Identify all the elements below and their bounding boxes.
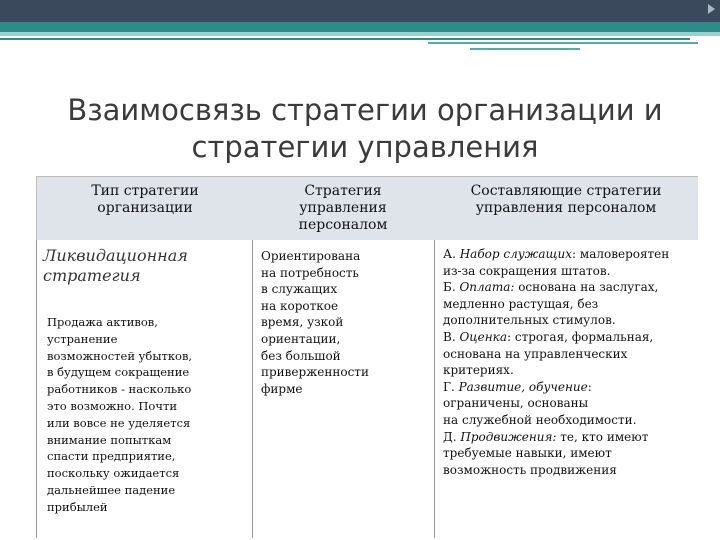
component-term: Продвижения: xyxy=(460,429,557,444)
component-text: дополнительных стимулов. xyxy=(443,313,616,328)
component-text: возможность продвижения xyxy=(443,462,617,477)
hr-strategy-line: время, узкой xyxy=(261,315,344,330)
component-text: те, кто имеют xyxy=(556,429,649,444)
strategy-table xyxy=(36,176,698,538)
description-line: или вовсе не уделяется xyxy=(47,415,191,430)
hr-strategy-line: Ориентирована xyxy=(261,249,361,263)
slide-title xyxy=(40,92,690,166)
component-term: Набор служащих xyxy=(459,247,573,261)
component-text: критериях. xyxy=(443,363,514,378)
hr-strategy-line: на потребность xyxy=(261,265,359,280)
component-d xyxy=(443,379,699,396)
header-bar xyxy=(0,0,720,22)
description-line: устранение xyxy=(47,331,118,346)
description-line: дальнейшее падение xyxy=(47,482,176,497)
component-label: В. xyxy=(443,329,460,344)
hr-strategy-line: ориентации, xyxy=(261,331,341,346)
hr-strategy-line: в служащих xyxy=(261,282,338,297)
header-label: Составляющие стратегии управления персоналом xyxy=(470,183,662,216)
component-text: основана на заслугах, xyxy=(514,280,659,295)
strategy-name-line: стратегия xyxy=(43,266,141,285)
description-line: Продажа активов, xyxy=(47,315,158,329)
hr-strategy-line: на короткое xyxy=(261,298,339,313)
hr-strategy-line: приверженности xyxy=(261,365,369,380)
component-text: : маловероятен xyxy=(572,247,670,261)
table-header-components xyxy=(434,176,698,241)
component-term: Оплата: xyxy=(459,280,515,295)
component-text: медленно растущая, без xyxy=(443,296,599,311)
description-line: это возможно. Почти xyxy=(47,398,177,413)
header-rule-shorter xyxy=(470,48,580,50)
header-label: Стратегия управления персоналом xyxy=(298,183,388,233)
component-text: на служебной необходимости. xyxy=(443,412,637,427)
components-text xyxy=(443,246,699,478)
description-line: прибылей xyxy=(47,499,108,514)
component-a xyxy=(443,246,699,263)
header-accent-band xyxy=(0,22,720,32)
slide-arrow-icon xyxy=(708,4,715,14)
component-text: ограничены, основаны xyxy=(443,396,589,411)
component-label: Г. xyxy=(443,379,459,394)
component-term: Развитие, обучение xyxy=(458,379,588,394)
table-header-hr-strategy xyxy=(252,176,434,241)
component-label: Д. xyxy=(443,429,461,444)
description-line: внимание попыткам xyxy=(47,432,172,447)
component-text: требуемые навыки, имеют xyxy=(443,446,612,461)
description-line: спасти предприятие, xyxy=(47,449,176,464)
description-line: возможностей убытков, xyxy=(47,348,193,363)
strategy-name xyxy=(43,246,253,286)
component-label: А. xyxy=(443,247,460,261)
table-header-org-type xyxy=(36,176,253,242)
header-rule xyxy=(0,38,690,40)
component-b xyxy=(443,279,699,296)
strategy-name-line: Ликвидационная xyxy=(43,246,188,265)
component-text: основана на управленческих xyxy=(443,346,628,361)
cell-org-strategy xyxy=(36,240,253,538)
component-e xyxy=(443,429,699,446)
cell-components xyxy=(434,240,699,538)
component-text: : строгая, формальная, xyxy=(507,329,654,344)
header-accent-stripe xyxy=(0,32,720,36)
component-text: из-за сокращения штатов. xyxy=(443,263,611,278)
strategy-description xyxy=(47,314,253,516)
slide-title-line1: Взаимосвязь стратегии организации и xyxy=(67,93,663,127)
description-line: в будущем сокращение xyxy=(47,365,190,380)
component-term: Оценка xyxy=(459,329,507,344)
component-c xyxy=(443,329,699,346)
cell-hr-strategy xyxy=(252,240,435,538)
slide-title-line2: стратегии управления xyxy=(191,130,539,164)
hr-strategy-text xyxy=(261,248,435,397)
description-line: работников - насколько xyxy=(47,382,192,397)
header-label: Тип стратегии организации xyxy=(91,183,199,216)
hr-strategy-line: фирме xyxy=(261,381,303,396)
component-label: Б. xyxy=(443,280,460,295)
description-line: поскольку ожидается xyxy=(47,466,180,481)
component-text: : xyxy=(587,379,592,394)
hr-strategy-line: без большой xyxy=(261,348,341,363)
header-rule-short xyxy=(428,42,698,44)
